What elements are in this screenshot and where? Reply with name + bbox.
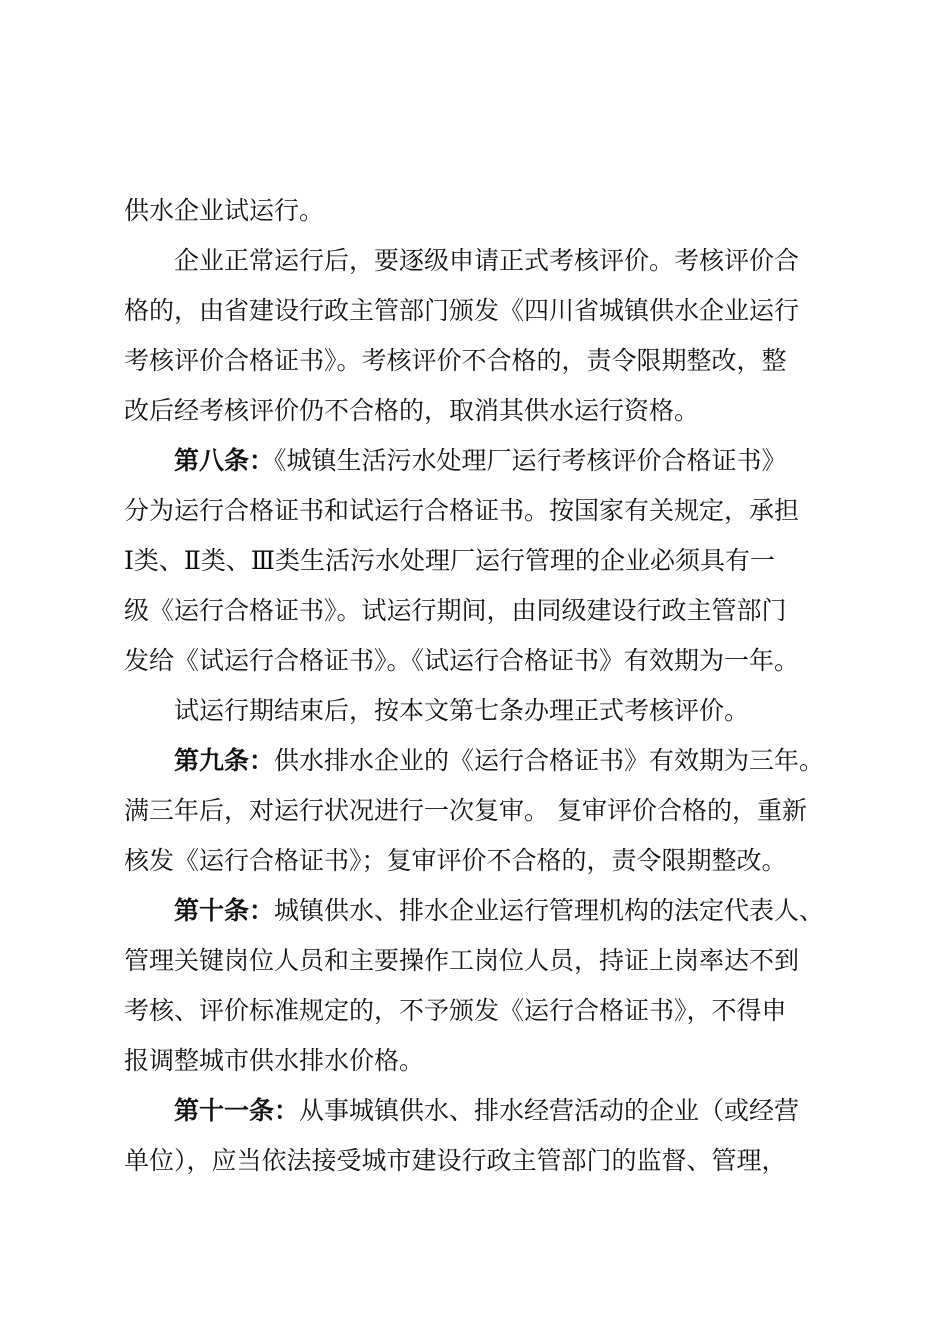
article-10-line [124, 886, 844, 936]
paragraph-line: 发给《试运行合格证书》。《试运行合格证书》有效期为一年。 [124, 646, 800, 675]
paragraph-text: 《城镇生活污水处理厂运行考核评价合格证书》 [274, 446, 787, 475]
article-8-line [124, 436, 844, 486]
paragraph-line: 供水企业试运行。 [124, 196, 325, 225]
article-11-heading: 第十一条： [174, 1096, 300, 1125]
article-8-heading: 第八条： [174, 446, 275, 475]
paragraph-text: 供水排水企业的《运行合格证书》有效期为三年。 [274, 746, 825, 775]
article-10-heading: 第十条： [174, 896, 275, 925]
paragraph-text: 从事城镇供水、排水经营活动的企业（或经营 [299, 1096, 800, 1125]
paragraph-line: 核发《运行合格证书》；复审评价不合格的，责令限期整改。 [124, 846, 787, 875]
paragraph-line: Ⅰ类、Ⅱ类、Ⅲ类生活污水处理厂运行管理的企业必须具有一 [124, 546, 775, 575]
paragraph-line: 满三年后，对运行状况进行一次复审。 复审评价合格的，重新 [124, 796, 807, 825]
article-9-line [124, 736, 844, 786]
document-body [124, 186, 844, 1186]
paragraph-line: 管理关键岗位人员和主要操作工岗位人员，持证上岗率达不到 [124, 946, 800, 975]
paragraph-text: 城镇供水、排水企业运行管理机构的法定代表人、 [274, 896, 825, 925]
paragraph-line: 试运行期结束后，按本文第七条办理正式考核评价。 [174, 696, 750, 725]
paragraph-line: 考核、评价标准规定的，不予颁发《运行合格证书》，不得申 [124, 996, 787, 1025]
paragraph-line: 报调整城市供水排水价格。 [124, 1046, 425, 1075]
paragraph-line: 考核评价合格证书》。考核评价不合格的，责令限期整改，整 [124, 346, 787, 375]
paragraph-line: 分为运行合格证书和试运行合格证书。按国家有关规定，承担 [124, 496, 800, 525]
paragraph-line: 级《运行合格证书》。试运行期间，由同级建设行政主管部门 [124, 596, 787, 625]
paragraph-line: 单位），应当依法接受城市建设行政主管部门的监督、管理， [124, 1146, 787, 1175]
article-9-heading: 第九条： [174, 746, 275, 775]
article-11-line [124, 1086, 844, 1136]
paragraph-line: 企业正常运行后，要逐级申请正式考核评价。考核评价合 [174, 246, 800, 275]
paragraph-line: 改后经考核评价仍不合格的，取消其供水运行资格。 [124, 396, 700, 425]
paragraph-line: 格的，由省建设行政主管部门颁发《四川省城镇供水企业运行 [124, 296, 800, 325]
